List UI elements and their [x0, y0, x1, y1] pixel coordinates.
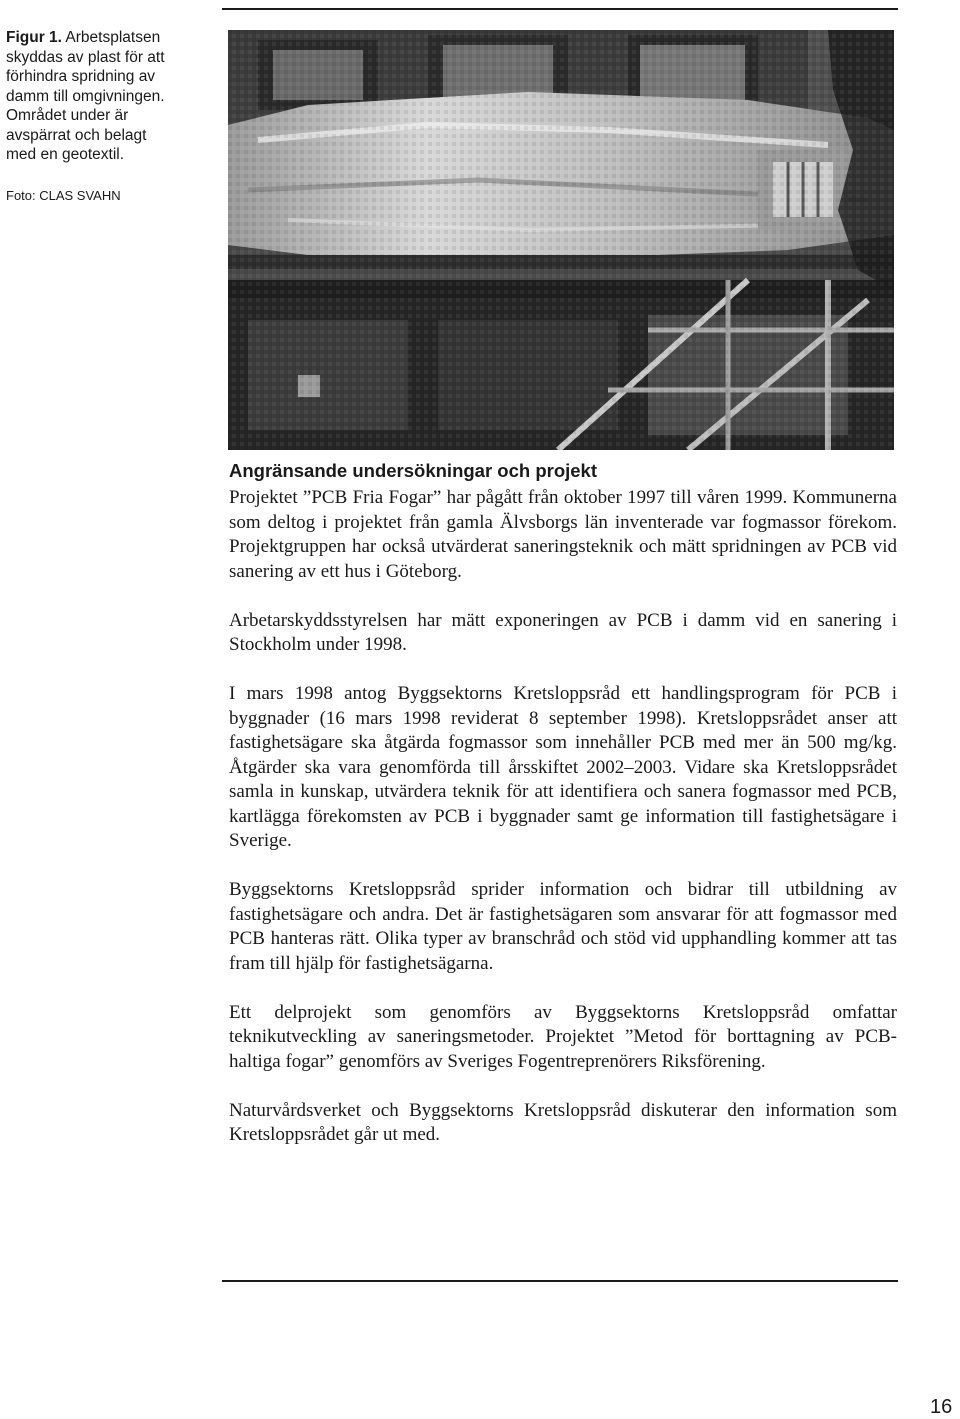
- paragraph-2: Arbetarskyddsstyrelsen har mätt exponeringen av PCB i damm vid en sanering i Stockholm under 1998.: [229, 609, 897, 655]
- section-heading: Angränsande undersökningar och projekt: [229, 460, 598, 481]
- paragraph-3: I mars 1998 antog Byggsektorns Kretsloppsråd ett handlingsprogram för PCB i byggnader (16 mars 1998 reviderat 8 september 1998). Kretsloppsrådet anser att fastighetsägare ska åtgärda fogmassor som innehåller PCB med mer än 500 mg/kg. Åtgärder ska vara genomförda till årsskiftet 2002–2003. Vidare ska Kretsloppsrådet samla in kunskap, utvärdera teknik för att identifiera och sanera fogmassor med PCB, kartlägga förekomsten av PCB i byggnader samt ge information till fastighetsägare i Sverige.: [229, 683, 897, 851]
- figure-caption-text: Arbetsplatsen skyddas av plast för att förhindra spridning av damm till omgivningen. Området under är avspärrat och belagt med en geotextil.: [6, 29, 165, 163]
- top-rule: [222, 8, 898, 10]
- figure-label: Figur 1.: [6, 29, 62, 46]
- figure-caption: [6, 28, 181, 165]
- article-body: [229, 458, 897, 1172]
- paragraph-5: Ett delprojekt som genomförs av Byggsektorns Kretsloppsråd omfattar teknikutveckling av saneringsmetoder. Projektet ”Metod för borttagning av PCB-haltiga fogar” genomförs av Sveriges Fogentreprenörers Riksförening.: [229, 1001, 897, 1072]
- paragraph-4: Byggsektorns Kretsloppsråd sprider information och bidrar till utbildning av fastighetsägare och andra. Det är fastighetsägaren som ansvarar för att fogmassor med PCB hanteras rätt. Olika typer av branschråd och stöd vid upphandling kommer att tas fram till hjälp för fastighetsägarna.: [229, 879, 897, 974]
- photo-credit: Foto: CLAS SVAHN: [6, 188, 121, 203]
- page-number: 16: [930, 1396, 953, 1418]
- building-photo-illustration: [228, 30, 894, 450]
- building-photo: [228, 30, 894, 450]
- paragraph-1: Projektet ”PCB Fria Fogar” har pågått från oktober 1997 till våren 1999. Kommunerna som deltog i projektet från gamla Älvsborgs län inventerade var fogmassor förekom. Projektgruppen har också utvärderat saneringsteknik och mätt spridningen av PCB vid sanering av ett hus i Göteborg.: [229, 487, 897, 582]
- paragraph-6: Naturvårdsverket och Byggsektorns Kretsloppsråd diskuterar den information som Kretsloppsrådet går ut med.: [229, 1099, 897, 1145]
- bottom-rule: [222, 1280, 898, 1282]
